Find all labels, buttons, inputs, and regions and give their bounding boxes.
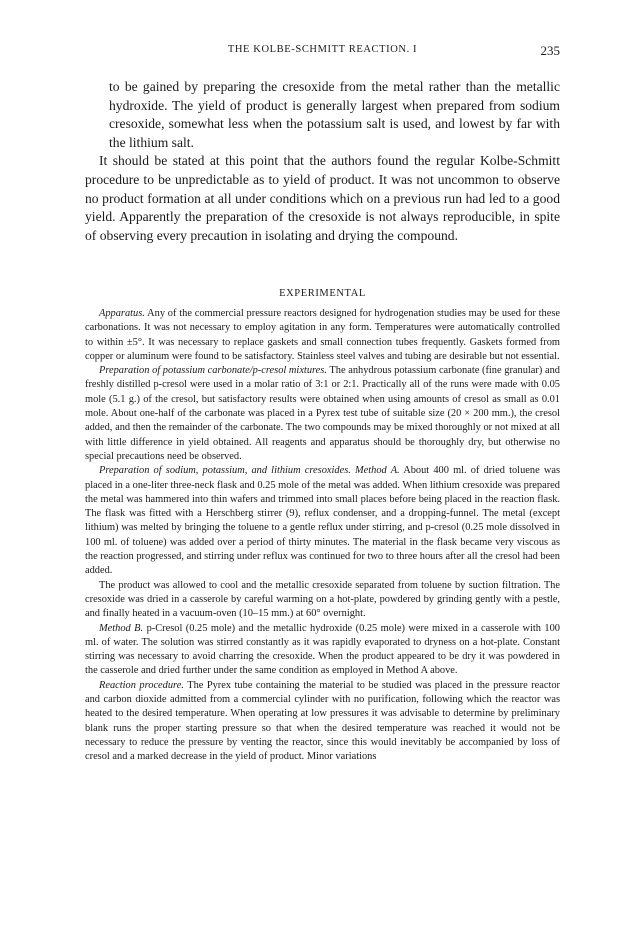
experimental-section	[85, 307, 560, 765]
apparatus-title: Apparatus.	[99, 308, 145, 319]
running-title: THE KOLBE-SCHMITT REACTION. I	[227, 44, 418, 55]
paragraph-apparatus	[85, 307, 560, 364]
page-header	[85, 44, 560, 60]
method-b-title: Method B.	[99, 622, 144, 634]
paragraph-reproducibility: It should be stated at this point that the authors found the regular Kolbe-Schmitt procedure to be unpredictable as to yield of product. It was not uncommon to observe no product formation at all under conditions which on a previous run had led to a good yield. Apparently the preparation of the cresoxide is not always reproducible, in spite of observing every precaution in isolating and drying the compound.	[85, 153, 560, 243]
procedure-text: The Pyrex tube containing the material to be studied was placed in the pressure reactor and carbon dioxide admitted from a commercial cylinder with no purification, following which the reactor was heated to the desired temperature. When operating at low pressures it was advisable to determine by preliminary blank runs the proper starting pressure so that when the desired temperature was reached it would not be necessary to reduce the pressure by venting the reactor, since this would inevitably be accompanied by loss of cresol and a marked decrease in the yield of product. Minor variations	[85, 679, 560, 763]
cresoxide-title: Preparation of sodium, potassium, and lithium cresoxides. Method A.	[99, 465, 400, 477]
paragraph-method-b	[85, 622, 560, 679]
method-b-text: p-Cresol (0.25 mole) and the metallic hydroxide (0.25 mole) were mixed in a casserole with 100 ml. of water. The solution was stirred constantly as it was rapidly evaporated to dryness on a hot-plate. Constant stirring was necessary to avoid charring the cresoxide. When the product appeared to be dry it was powdered in the casserole and dried further under the same condition as employed in Method A above.	[85, 622, 560, 677]
page-number: 235	[540, 43, 560, 58]
carbonate-title: Preparation of potassium carbonate/p-cresol mixtures.	[99, 365, 327, 377]
apparatus-text: Any of the commercial pressure reactors designed for hydrogenation studies may be used for these carbonations. It was not necessary to employ agitation in any form. Temperatures were automatically controlled to within ±5°. It was necessary to replace gaskets and small connection tubes frequently. Gaskets formed from copper or aluminum were found to be satisfactory. Stainless steel valves and tubing are desirable but not essential.	[85, 308, 560, 362]
paragraph-product-isolation: The product was allowed to cool and the metallic cresoxide separated from toluene by suction filtration. The cresoxide was dried in a casserole by careful warming on a hot-plate, powdered by grinding gently with a pestle, and finally heated in a vacuum-oven (10–15 mm.) at 60° overnight.	[85, 579, 560, 620]
paragraph-cresoxide-yield: to be gained by preparing the cresoxide from the metal rather than the metallic hydroxide. The yield of product is generally largest when prepared from sodium cresoxide, somewhat less when the potassium salt is used, and lowest by far with the lithium salt.	[109, 79, 560, 150]
body-text-large	[85, 78, 560, 245]
carbonate-text: The anhydrous potassium carbonate (fine granular) and freshly distilled p-cresol were used in a molar ratio of 3:1 or 2:1. Practically all of the runs were made with 0.05 mole (5.1 g.) of the cresol, but satisfactory results were obtained when using amounts of cresol as small as 0.01 mole. About one-half of the carbonate was placed in a Pyrex test tube of suitable size (20 × 200 mm.), the cresol added, and then the remainder of the carbonate. The two compounds may be mixed thoroughly or not mixed at all with little difference in yield obtained. All reagents and apparatus should be thoroughly dry, but otherwise no special precautions need be observed.	[85, 365, 560, 462]
cresoxide-text: About 400 ml. of dried toluene was placed in a one-liter three-neck flask and 0.25 mole of the metal was added. When lithium cresoxide was prepared the metal was hammered into thin wafers and trimmed into small places before being placed in the reaction flask. The flask was fitted with a Herschberg stirrer (9), reflux condenser, and a dropping-funnel. The metal (except lithium) was melted by bringing the toluene to a gentle reflux under stirring, and p-cresol (0.25 mole dissolved in 100 ml. of toluene) was added over a period of thirty minutes. The material in the flask became very viscous as the reaction progressed, and stirring under reflux was continued for two to three hours after all the cresol had been added.	[85, 465, 560, 577]
section-heading-experimental: EXPERIMENTAL	[279, 288, 366, 299]
paragraph-reaction-procedure	[85, 679, 560, 765]
paragraph-carbonate-mixtures	[85, 364, 560, 464]
paragraph-cresoxide-prep	[85, 464, 560, 578]
procedure-title: Reaction procedure.	[99, 679, 184, 691]
